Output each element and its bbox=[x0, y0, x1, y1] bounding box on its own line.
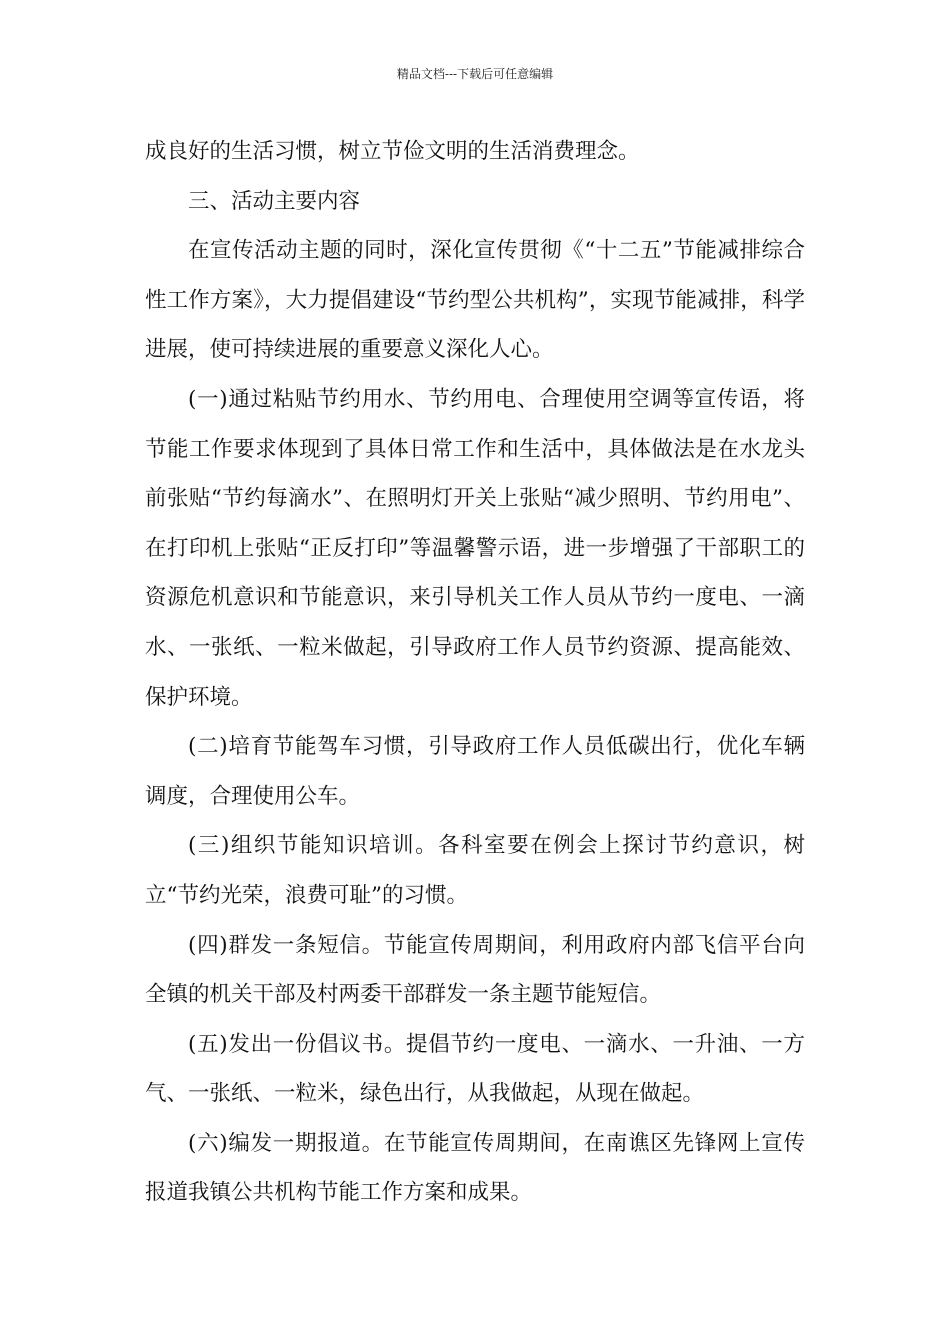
list-item-1: (一)通过粘贴节约用水、节约用电、合理使用空调等宣传语，将节能工作要求体现到了具体日常工作和生活中，具体做法是在水龙头前张贴“节约每滴水”、在照明灯开关上张贴“减少照明、节约用电”、在打印机上张贴“正反打印”等温馨警示语，进一步增强了干部职工的资源危机意识和节能意识，来引导机关工作人员从节约一度电、一滴水、一张纸、一粒米做起，引导政府工作人员节约资源、提高能效、保护环境。 bbox=[145, 386, 805, 710]
page-header: 精品文档---下载后可任意编辑 bbox=[396, 67, 554, 81]
document-body bbox=[145, 127, 805, 1218]
list-item-4: (四)群发一条短信。节能宣传周期间，利用政府内部飞信平台向全镇的机关干部及村两委干部群发一条主题节能短信。 bbox=[145, 932, 805, 1008]
paragraph-continuation: 成良好的生活习惯，树立节俭文明的生活消费理念。 bbox=[145, 139, 640, 164]
list-item-5: (五)发出一份倡议书。提倡节约一度电、一滴水、一升油、一方气、一张纸、一粒米，绿色出行，从我做起，从现在做起。 bbox=[145, 1031, 805, 1107]
list-item-3: (三)组织节能知识培训。各科室要在例会上探讨节约意识，树立“节约光荣，浪费可耻”的习惯。 bbox=[145, 833, 805, 908]
list-item-2: (二)培育节能驾车习惯，引导政府工作人员低碳出行，优化车辆调度，合理使用公车。 bbox=[145, 734, 805, 809]
section-heading: 三、活动主要内容 bbox=[188, 188, 361, 214]
list-item-6: (六)编发一期报道。在节能宣传周期间，在南谯区先锋网上宣传报道我镇公共机构节能工作方案和成果。 bbox=[145, 1130, 805, 1206]
paragraph-intro: 在宣传活动主题的同时，深化宣传贯彻《“十二五”节能减排综合性工作方案》，大力提倡建设“节约型公共机构”，实现节能减排，科学进展，使可持续进展的重要意义深化人心。 bbox=[145, 238, 805, 363]
